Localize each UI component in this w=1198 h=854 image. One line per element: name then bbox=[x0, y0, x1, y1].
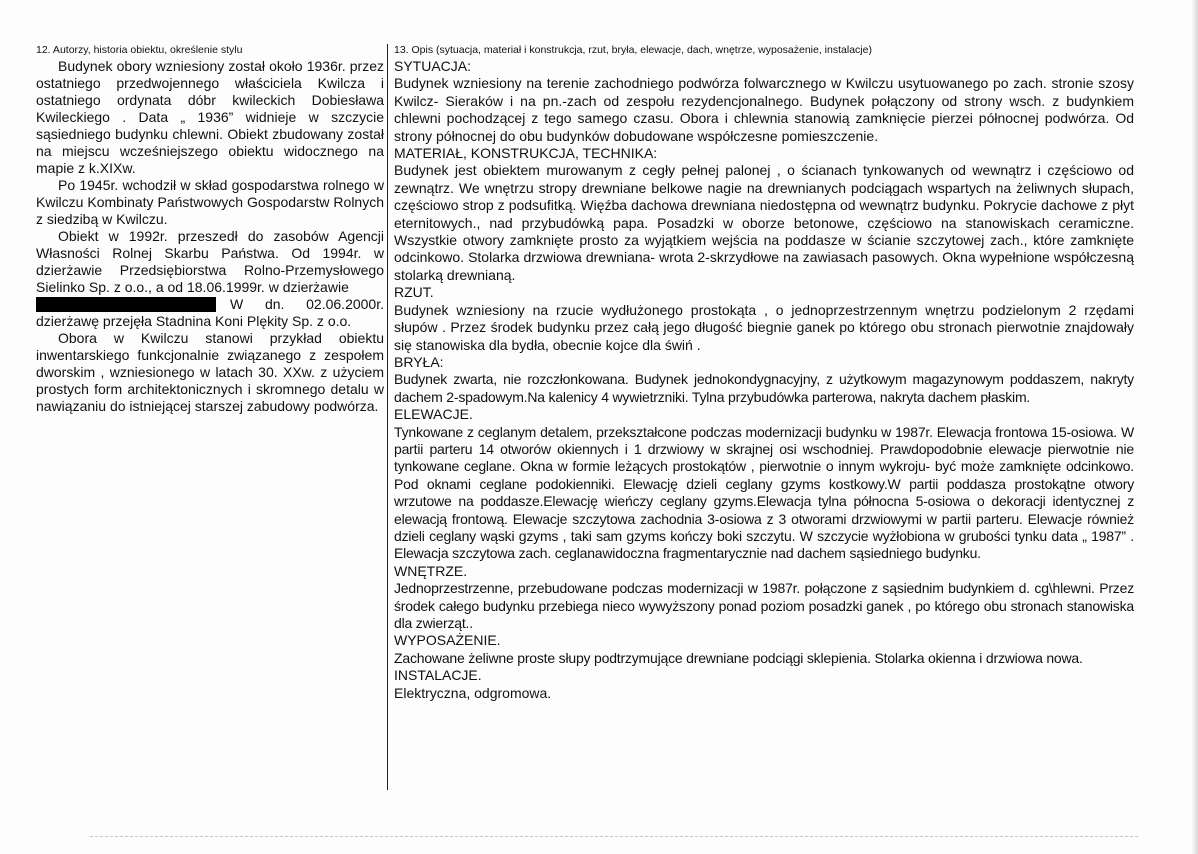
history-paragraph-4: Obora w Kwilczu stanowi przykład obiektu inwentarskiego funkcjonalnie związanego z zespołem dworskim , wzniesionego w latach 30. XXw. z użyciem prostych form architektonicznych i skromnego detalu w nawiązaniu do istniejącej starszej zabudowy podwórza. bbox=[36, 330, 384, 414]
redaction-bar bbox=[36, 297, 216, 312]
section-13-column bbox=[394, 44, 1134, 702]
heading-material: MATERIAŁ, KONSTRUKCJA, TECHNIKA: bbox=[394, 145, 658, 162]
section-13-header: 13. Opis (sytuacja, materiał i konstrukcja, rzut, bryła, elewacje, dach, wnętrze, wyposażenie, instalacje) bbox=[394, 44, 872, 56]
history-paragraph-3: Obiekt w 1992r. przeszedł do zasobów Agencji Własności Rolnej Skarbu Państwa. Od 1994r. w dzierżawie Przedsiębiorstwa Rolno-Przemysłowego Sielinko Sp. z o.o., a od 18.06.1999r. w dzierżawie bbox=[36, 228, 384, 295]
history-paragraph-1: Budynek obory wzniesiony został około 1936r. przez ostatniego przedwojennego właściciela Kwilcza i ostatniego ordynata dóbr kwileckich Dobiesława Kwileckiego . Data „ 1936” widnieje w szczycie sąsiedniego budynku chlewni. Obiekt zbudowany został na miejscu wcześniejszego obiektu widocznego na mapie z k.XIXw. bbox=[36, 58, 384, 176]
text-bryla: Budynek zwarta, nie rozczłonkowana. Budynek jednokondygnacyjny, z użytkowym magazynowym poddaszem, nakryty dachem 2-spadowym.Na kalenicy 4 wywietrzniki. Tylna przybudówka parterowa, nakryta dachem płaskim. bbox=[394, 371, 1134, 405]
text-material: Budynek jest obiektem murowanym z cegły pełnej palonej , o ścianach tynkowanych od wewnątrz i częściowo od zewnątrz. We wnętrzu stropy drewniane belkowe nagie na drewnianych podciągach wspartych na żeliwnych słupach, częściowo strop z podsufitką. Więźba dachowa drewniana niedostępna od wewnątrz budynku. Pokrycie dachowe z płyt eternitowych., nad przybudówką papa. Posadzki w oborze betonowe, częściowo na stanowiskach ceramiczne. Wszystkie otwory zamknięte prosto za wyjątkiem wejścia na poddasze w ścianie szczytowej zach., które zamknięte odcinkowo. Stolarka drzwiowa drewniana- wrota 2-skrzydłowe na zawiasach pasowych. Okna wypełnione współczesną stolarką drewnianą. bbox=[394, 162, 1134, 283]
heading-elewacje: ELEWACJE. bbox=[394, 406, 473, 423]
page-edge-shadow bbox=[1192, 0, 1198, 854]
heading-sytuacja: SYTUACJA: bbox=[394, 58, 472, 74]
text-wnetrze: Jednoprzestrzenne, przebudowane podczas modernizacji w 1987r. połączone z sąsiednim budynkiem d. cg\hlewni. Przez środek całego budynku przebiega nieco wywyższony ponad poziom posadzki ganek , po którego obu stronach stanowiska dla zwierząt.. bbox=[394, 580, 1134, 631]
bottom-scan-line bbox=[90, 836, 1138, 837]
heading-wnetrze: WNĘTRZE. bbox=[394, 562, 468, 579]
section-12-header: 12. Autorzy, historia obiektu, określenie stylu bbox=[36, 44, 243, 56]
column-divider bbox=[387, 44, 388, 790]
redacted-line-tail: W dn. 02.06.2000r. bbox=[230, 296, 384, 312]
text-sytuacja: Budynek wzniesiony na terenie zachodniego podwórza folwarcznego w Kwilczu usytuowanego po zach. stronie szosy Kwilcz- Sieraków i na pn.-zach od zespołu rezydencjonalnego. Budynek połączony od strony wsch. z budynkiem chlewni pochodzącej z tego samego czasu. Obora i chlewnia stanowią zamknięcie pierzei północnej podwórza. Od strony północnej do obu budynków dobudowane współczesne pomieszczenie. bbox=[394, 75, 1134, 144]
heading-instalacje: INSTALACJE. bbox=[394, 667, 482, 684]
text-elewacje: Tynkowane z ceglanym detalem, przekształcone podczas modernizacji budynku w 1987r. Elewacja frontowa 15-osiowa. W partii parteru 14 otworów okiennych i 1 drzwiowy w skrajnej osi wschodniej. Prawdopodobnie elewacje pierwotnie nie tynkowane ceglane. Okna w formie leżących prostokątów , pierwotnie o innym wykroju- być może zamknięte odcinkowo. Pod oknami ceglane podokienniki. Elewację dzieli ceglany gzyms kostkowy.W partii poddasza prostokątne otwory wrzutowe na poddasze.Elewację wieńczy ceglany gzyms.Elewacja tylna północna 5-osiowa o dekoracji identycznej z elewacją frontową. Elewacje szczytowa zachodnia 3-osiowa z 3 otworami drzwiowymi w partii parteru. Elewacje również dzieli ceglany wąski gzyms , taki sam gzyms kończy boki szczytu. W szczycie wyżłobiona w grubości tynku data „ 1987” . Elewacja szczytowa zach. ceglanawidoczna fragmentarycznie nad dachem sąsiedniego budynku. bbox=[394, 423, 1134, 562]
text-instalacje: Elektryczna, odgromowa. bbox=[394, 684, 552, 701]
heading-wyposazenie: WYPOSAŻENIE. bbox=[394, 632, 501, 649]
history-paragraph-3-end: dzierżawę przejęła Stadnina Koni Plękity Sp. z o.o. bbox=[36, 313, 352, 329]
heading-rzut: RZUT. bbox=[394, 284, 434, 301]
text-rzut: Budynek wzniesiony na rzucie wydłużonego prostokąta , o jednoprzestrzennym wnętrzu podzielonym 2 rzędami słupów . Przez środek budynku przez całą jego długość biegnie ganek po którego obu stronach pierwotnie znajdowały się stanowiska dla bydła, obecnie kojce dla świń . bbox=[394, 301, 1134, 353]
section-12-column bbox=[36, 44, 384, 415]
heading-bryla: BRYŁA: bbox=[394, 353, 444, 370]
redacted-line bbox=[36, 296, 384, 313]
text-wyposazenie: Zachowane żeliwne proste słupy podtrzymujące drewniane podciągi sklepienia. Stolarka okienna i drzwiowa nowa. bbox=[394, 649, 1083, 666]
history-paragraph-2: Po 1945r. wchodził w skład gospodarstwa rolnego w Kwilczu Kombinaty Państwowych Gospodarstw Rolnych z siedzibą w Kwilczu. bbox=[36, 177, 384, 227]
